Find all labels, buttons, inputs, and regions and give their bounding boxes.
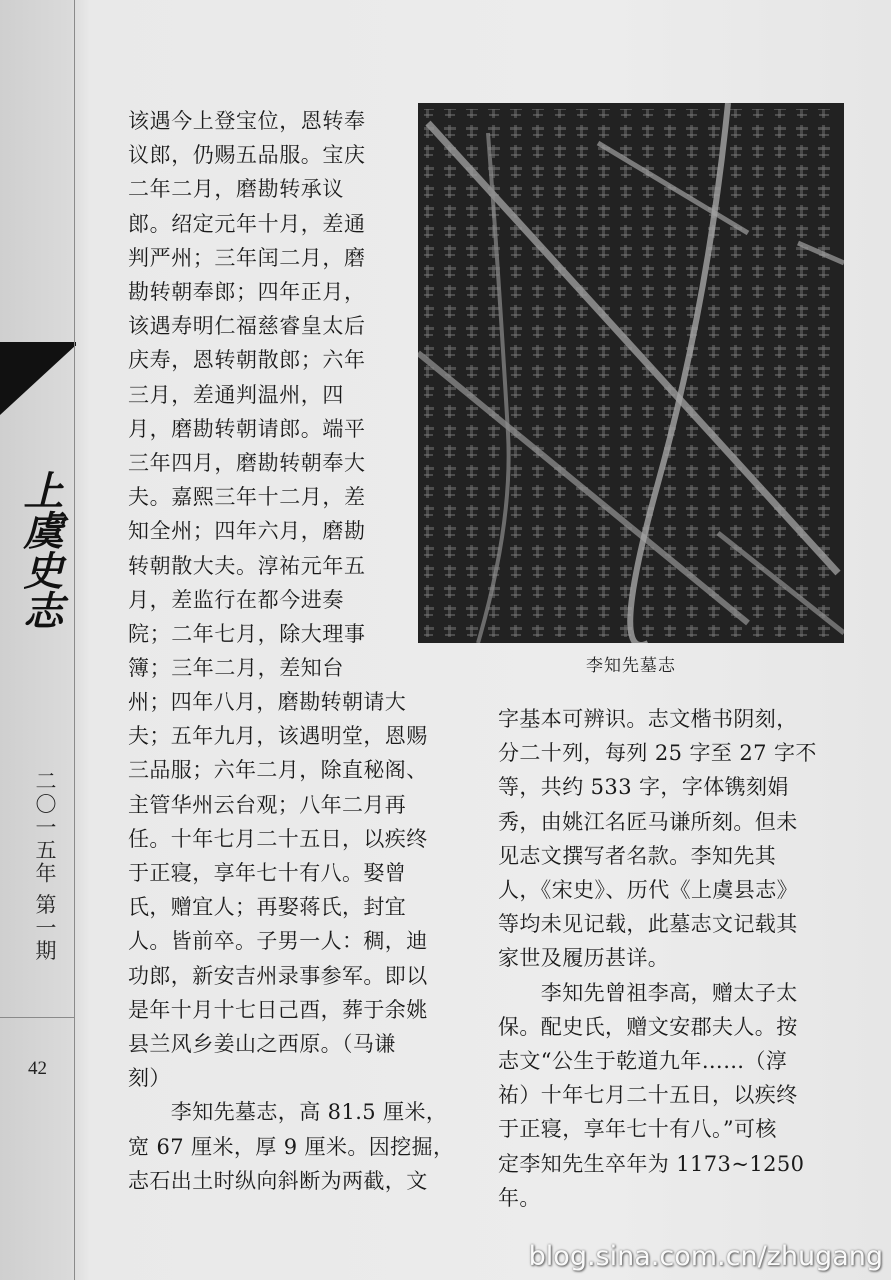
text-line: 分二十列，每列 25 字至 27 字不 (498, 741, 817, 766)
text-line: 定李知先生卒年为 1173~1250 (498, 1151, 805, 1176)
watermark: blog.sina.com.cn/zhugang (528, 1241, 883, 1272)
text-line: 县兰风乡姜山之西原。（马谦 (128, 1032, 396, 1057)
text-line: 祐）十年七月二十五日，以疾终 (498, 1083, 798, 1108)
text-line: 任。十年七月二十五日，以疾终 (128, 826, 428, 851)
text-line: 于正寝，享年七十有八。娶曾 (128, 861, 407, 886)
text-line: 字基本可辨识。志文楷书阴刻， (498, 707, 798, 731)
text-line: 宽 67 厘米，厚 9 厘米。因挖掘， (128, 1134, 455, 1159)
text-line: 志石出土时纵向斜断为两截，文 (128, 1168, 428, 1193)
text-line: 三品服；六年二月，除直秘阁、 (128, 758, 428, 783)
text-line: 等均未见记载，此墓志文记载其 (498, 912, 798, 937)
text-line: 等，共约 533 字，字体镌刻娟 (498, 775, 789, 800)
text-line: 氏，赠宜人；再娶蒋氏，封宜 (128, 895, 407, 920)
text-line: 保。配史氏，赠文安郡夫人。按 (498, 1014, 798, 1039)
photo-caption: 李知先墓志 (586, 656, 676, 676)
sidebar-rule (74, 0, 75, 1280)
text-line: 年。 (498, 1185, 541, 1210)
text-line: 三月，差通判温州，四 (128, 382, 344, 407)
text-line: 夫。嘉熙三年十二月，差 (128, 485, 366, 510)
text-line: 郎。绍定元年十月，差通 (128, 211, 366, 236)
text-line: 秀，由姚江名匠马谦所刻。但未 (498, 809, 798, 834)
text-line: 议郎，仍赐五品服。宝庆 (128, 143, 366, 168)
text-line: 于正寝，享年七十有八。”可核 (498, 1117, 777, 1142)
text-line: 知全州；四年六月，磨勘 (128, 519, 366, 544)
text-line: 勘转朝奉郎；四年正月， (128, 280, 366, 305)
text-line: 院；二年七月，除大理事 (128, 622, 366, 647)
text-line: 判严州；三年闰二月，磨 (128, 245, 366, 270)
left-column-full (128, 685, 473, 1198)
text-line: 三年四月，磨勘转朝奉大 (128, 451, 366, 476)
text-line: 李知先墓志，高 81.5 厘米， (128, 1100, 448, 1125)
issue-info: 二〇一五年 第一期 (33, 770, 57, 963)
text-line: 见志文撰写者名款。李知先其 (498, 843, 777, 868)
text-line: 家世及履历甚详。 (498, 946, 670, 971)
text-line: 该遇今上登宝位，恩转奉 (128, 109, 366, 133)
text-line: 夫；五年九月，该遇明堂，恩赐 (128, 724, 428, 749)
text-line: 人。皆前卒。子男一人：稠，迪 (128, 929, 428, 954)
sidebar-separator (0, 1017, 74, 1018)
text-line: 该遇寿明仁福慈睿皇太后 (128, 314, 366, 339)
text-line: 月，差监行在都今进奏 (128, 587, 344, 612)
epitaph-rubbing-image (418, 103, 844, 643)
right-column (498, 702, 846, 1215)
text-line: 是年十月十七日己酉，葬于余姚 (128, 997, 428, 1022)
text-line: 州；四年八月，磨勘转朝请大 (128, 690, 407, 714)
epitaph-photo (418, 103, 844, 643)
text-line: 簿；三年二月，差知台 (128, 656, 344, 681)
text-line: 庆寿，恩转朝散郎；六年 (128, 348, 366, 373)
text-line: 李知先曾祖李高，赠太子太 (498, 980, 798, 1005)
text-line: 志文“公生于乾道九年……（淳 (498, 1049, 788, 1074)
text-line: 二年二月，磨勘转承议 (128, 177, 344, 202)
text-line: 功郎，新安吉州录事参军。即以 (128, 963, 428, 988)
text-line: 刻） (128, 1066, 171, 1091)
text-line: 转朝散大夫。淳祐元年五 (128, 553, 366, 578)
journal-title: 上虞史志 (17, 470, 64, 630)
left-column-narrow (128, 104, 406, 685)
sidebar-decor-triangle (0, 345, 76, 415)
text-line: 人，《宋史》、历代《上虞县志》 (498, 878, 798, 903)
text-line: 月，磨勘转朝请郎。端平 (128, 416, 366, 441)
text-line: 主管华州云台观；八年二月再 (128, 792, 407, 817)
page-number: 42 (28, 1058, 47, 1079)
